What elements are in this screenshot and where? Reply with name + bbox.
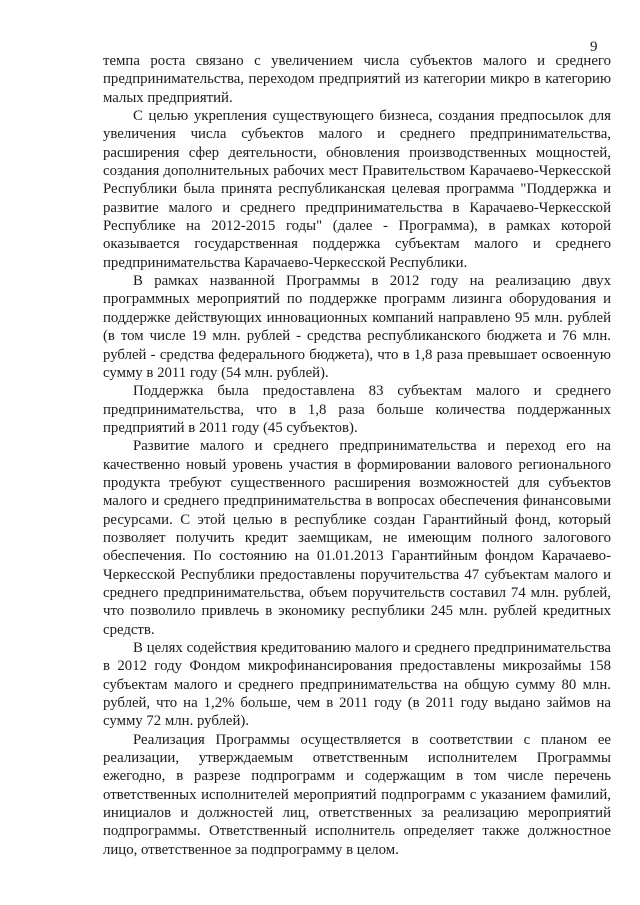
document-body xyxy=(103,52,611,859)
paragraph-support-recipients: Поддержка была предоставлена 83 субъектам малого и среднего предпринимательства, что в 1,8 раза больше количества поддержанных предприятий в 2011 году (45 субъектов). xyxy=(103,383,611,436)
paragraph-guarantee-fund: Развитие малого и среднего предпринимательства и переход его на качественно новый уровень участия в формировании валового регионального продукта требуют существенного расширения возможностей для субъектов малого и среднего предпринимательства в вопросах обеспечения финансовыми ресурсами. С этой целью в республике создан Гарантийный фонд, который позволяет получить кредит заемщикам, не имеющим полного залогового обеспечения. По состоянию на 01.01.2013 Гарантийным фондом Карачаево-Черкесской Республики предоставлены поручительства 47 субъектам малого и среднего предпринимательства, объем поручительств составил 74 млн. рублей, что позволило привлечь в экономику республики 245 млн. рублей кредитных средств. xyxy=(103,438,611,638)
paragraph-leasing-support: В рамках названной Программы в 2012 году на реализацию двух программных мероприятий по поддержке программ лизинга оборудования и поддержке действующих инновационных компаний направлено 95 млн. рублей (в том числе 19 млн. рублей - средства республиканского бюджета и 76 млн. рублей - средства федерального бюджета), что в 1,8 раза превышает освоенную сумму в 2011 году (54 млн. рублей). xyxy=(103,273,611,381)
paragraph-microloans: В целях содействия кредитованию малого и среднего предпринимательства в 2012 году Фондом микрофинансирования предоставлены микрозаймы 158 субъектам малого и среднего предпринимательства на общую сумму 80 млн. рублей, что на 1,2% больше, чем в 2011 году (в 2011 году выдано займов на сумму 72 млн. рублей). xyxy=(103,640,611,730)
paragraph-program-implementation: Реализация Программы осуществляется в соответствии с планом ее реализации, утверждаемым ответственным исполнителем Программы ежегодно, в разрезе подпрограмм и содержащим в том числе перечень ответственных исполнителей мероприятий подпрограмм с указанием фамилий, инициалов и должностей лиц, ответственных за реализацию мероприятий подпрограммы. Ответственный исполнитель определяет также должностное лицо, ответственное за подпрограмму в целом. xyxy=(103,731,611,858)
page-number: 9 xyxy=(590,39,598,55)
paragraph-program-adoption: С целью укрепления существующего бизнеса, создания предпосылок для увеличения числа субъектов малого и среднего предпринимательства, расширения сфер деятельности, обновления производственных мощностей, создания дополнительных рабочих мест Правительством Карачаево-Черкесской Республики была принята республиканская целевая программа "Поддержка и развитие малого и среднего предпринимательства в Карачаево-Черкесской Республике на 2012-2015 годы" (далее - Программа), в рамках которой оказывается государственная поддержка субъектам малого и среднего предпринимательства Карачаево-Черкесской Республики. xyxy=(103,108,611,271)
paragraph-continuation: темпа роста связано с увеличением числа субъектов малого и среднего предпринимательства, переходом предприятий из категории микро в категорию малых предприятий. xyxy=(103,53,611,106)
